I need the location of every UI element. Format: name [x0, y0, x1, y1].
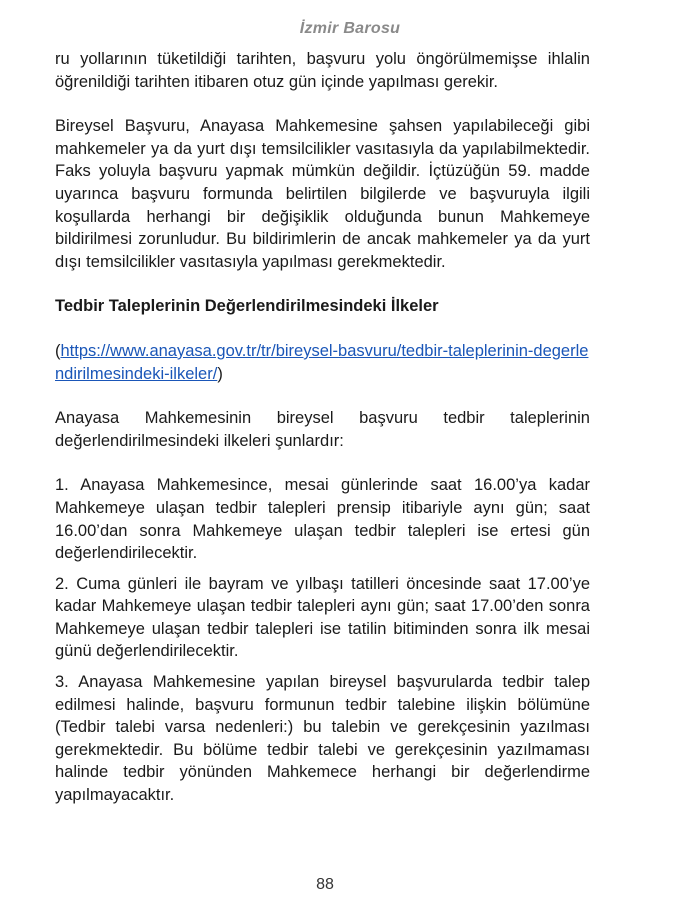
link-close-paren: ) [217, 364, 223, 383]
source-link-paragraph [55, 340, 590, 385]
source-link[interactable]: https://www.anayasa.gov.tr/tr/bireysel-basvuru/tedbir-taleplerinin-degerlendirilmesindeki-ilkeler/ [55, 341, 589, 383]
list-item-1: 1. Anayasa Mahkemesince, mesai günlerinde saat 16.00’ya kadar Mahkemeye ulaşan tedbir talepleri prensip itibariyle aynı gün; saat 16.00’dan sonra Mahkemeye ulaşan tedbir talepleri ise ertesi gün değerlendirilecektir. [55, 476, 590, 563]
paragraph-individual-application: Bireysel Başvuru, Anayasa Mahkemesine şahsen yapılabileceği gibi mahkemeler ya da yurt dışı temsilcilikler vasıtasıyla da yapılabilmektedir. Faks yoluyla başvuru yapmak mümkün değildir. İçtüzüğün 59. madde uyarınca başvuru formunda belirtilen bilgilerde ve başvuruyla ilgili koşullarda herhangi bir değişiklik olduğunda bunun Mahkemeye bildirilmesi zorunludur. Bu bildirimlerin de ancak mahkemeler ya da yurt dışı temsilcilikler vasıtasıyla yapılması gerekmektedir. [55, 117, 590, 271]
list-item-2: 2. Cuma günleri ile bayram ve yılbaşı tatilleri öncesinde saat 17.00’ye kadar Mahkemeye ulaşan tedbir talepleri aynı gün; saat 17.00’den sonra Mahkemeye ulaşan tedbir talepleri ise tatilin bitiminden sonra ilk mesai günü değerlendirilecektir. [55, 574, 590, 661]
list-item-3: 3. Anayasa Mahkemesine yapılan bireysel başvurularda tedbir talep edilmesi halinde, başvuru formunun tedbir talebine ilişkin bölümüne (Tedbir talebi varsa nedenleri:) bu talebin ve gerekçesinin yazılması gerekmektedir. Bu bölüme tedbir talebi ve gerekçesinin yazılmaması halinde tedbir yönünden Mahkemece herhangi bir değerlendirme yapılmayacaktır. [55, 673, 590, 805]
paragraph-intro: Anayasa Mahkemesinin bireysel başvuru tedbir taleplerinin değerlendirilmesindeki ilkeleri şunlardır: [55, 409, 590, 450]
page-body [55, 48, 590, 807]
link-open-paren: ( [55, 341, 61, 360]
running-header: İzmir Barosu [299, 20, 401, 37]
paragraph-continuation: ru yollarının tüketildiği tarihten, başvuru yolu öngörülmemişse ihlalin öğrenildiği tarihten itibaren otuz gün içinde yapılması gerekir. [55, 50, 590, 91]
section-heading: Tedbir Taleplerinin Değerlendirilmesindeki İlkeler [55, 297, 439, 316]
page-number: 88 [316, 876, 334, 893]
